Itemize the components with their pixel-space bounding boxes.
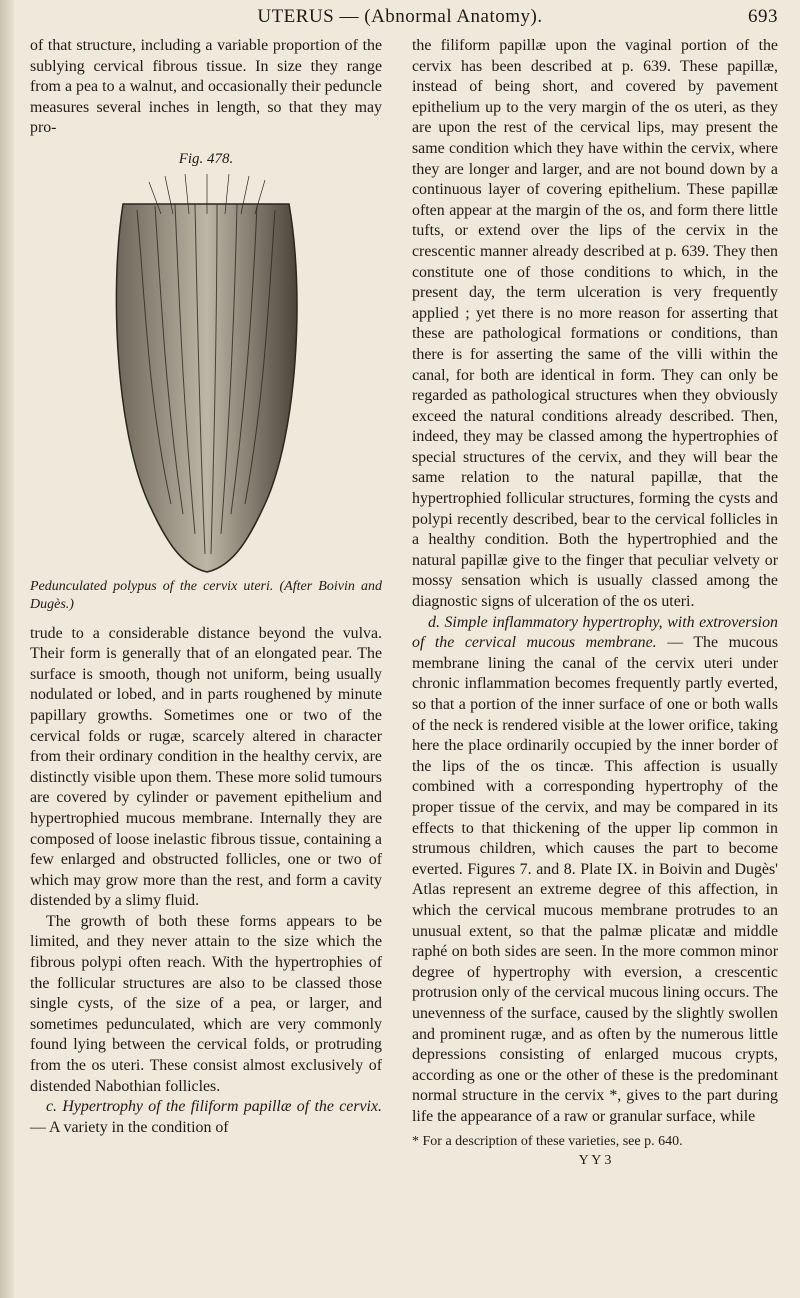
running-title: UTERUS — (Abnormal Anatomy).	[257, 6, 543, 27]
paragraph	[412, 613, 778, 1128]
signature-mark: Y Y 3	[578, 1153, 612, 1169]
section-heading: d. Simple inflammatory hypertrophy, with extroversion of the cervical mucous membrane.	[412, 613, 778, 652]
paragraph-text: — The mucous membrane lining the canal of the cervix uteri under chronic inflammation becomes frequently partly everted, so that a portion of the inner surface of one or both walls of the neck is rendered visible at the lower orifice, taking here the place ordinarily occupied by the inner border of the lips of the os tincæ. This affection is usually combined with a corresponding hypertrophy of the proper tissue of the cervix, and may be compared in its effects to that thickening of the upper lip common in strumous children, which causes the part to become everted. Figures 7. and 8. Plate IX. in Boivin and Dugès' Atlas represent an extreme degree of this affection, in which the cervical mucous membrane protrudes to an unusual extent, so that the palmæ plicatæ and middle raphé on both sides are seen. In the more common minor degree of hypertrophy with eversion, a crescentic protrusion only of the cervical mucous lining occurs. The unevenness of the surface, caused by the slightly swollen and prominent rugæ, and as often by the numerous little depressions consisting of enlarged mucous crypts, according as one or the other of these is the predominant normal structure in the cervix *, gives to the part during life the appearance of a raw or granular surface, while	[412, 634, 778, 1125]
paragraph: The growth of both these forms appears to be limited, and they never attain to the size which the fibrous polypi often reach. With the hypertrophies of the follicular structures are also to be classed those single cysts, of the size of a pea, or larger, and sometimes pedunculated, which are very commonly found lying between the cervical folds, or protruding from the os uteri. These consist almost exclusively of distended Nabothian follicles.	[30, 912, 382, 1095]
right-column	[412, 36, 778, 1172]
paragraph-text: — A variety in the condition of	[30, 1118, 229, 1136]
section-heading: c. Hypertrophy of the filiform papillæ of the cervix.	[46, 1098, 382, 1116]
paragraph: of that structure, including a variable proportion of the sublying cervical fibrous tissue. In size they range from a pea to a walnut, and occasionally their peduncle measures several inches in length, so that they may pro-	[30, 37, 382, 137]
paragraph: the filiform papillæ upon the vaginal portion of the cervix has been described at p. 639. These papillæ, instead of being short, and covered by pavement epithelium up to the very margin of the os uteri, as they are upon the rest of the cervical lips, may present the same condition which they have within the cervix, where they are longer and larger, and are not bound down by a continuous layer of covering epithelium. These papillæ often appear at the margin of the os, and form there little tufts, or extend over the lips of the cervix in the crescentic manner already described at p. 639. They then constitute one of those conditions to which, in the present day, the term ulceration is very frequently applied ; yet there is no more reason for asserting that these are pathological formations or conditions, than there is for asserting the same of the villi within the canal, for both are identical in form. They can only be regarded as pathological structures when they obviously exceed the natural conditions already described. Then, indeed, they may be classed among the hypertrophies of special structures of the cervix, and they will bear the same relation to the natural papillæ, that the hypertrophied follicular structures, forming the cysts and polypi recently described, bear to the cervical follicles in a healthy condition. Both the hypertrophied and the natural papillæ give to the finger that peculiar velvety or mossy sensation which is usually classed among the diagnostic signs of ulceration of the os uteri.	[412, 37, 778, 611]
figure-caption: Pedunculated polypus of the cervix uteri. (After Boivin and Dugès.)	[30, 578, 382, 612]
page-edge	[0, 0, 14, 1298]
polypus-illustration	[75, 174, 337, 574]
page-number: 693	[748, 6, 778, 27]
paragraph	[30, 1097, 382, 1138]
paragraph: trude to a considerable distance beyond the vulva. Their form is generally that of an elongated pear. The surface is smooth, though not uniform, being usually nodulated or lobed, and in parts roughened by minute papillary growths. Sometimes one or two of the cervical folds or rugæ, scarcely altered in character from their ordinary condition in the healthy cervix, are distinctly visible upon them. These more solid tumours are covered by cylinder or pavement epithelium and hypertrophied mucous membrane. Internally they are composed of loose inelastic fibrous tissue, containing a few enlarged and obstructed follicles, one or two of which may grow more than the rest, and form a cavity distended by a slimy fluid.	[30, 624, 382, 910]
page-header	[0, 6, 800, 30]
figure-label: Fig. 478.	[178, 150, 234, 167]
cervix-outline	[116, 204, 297, 572]
footnote: * For a description of these varieties, see p. 640.	[412, 1134, 683, 1150]
left-column	[30, 36, 382, 1138]
